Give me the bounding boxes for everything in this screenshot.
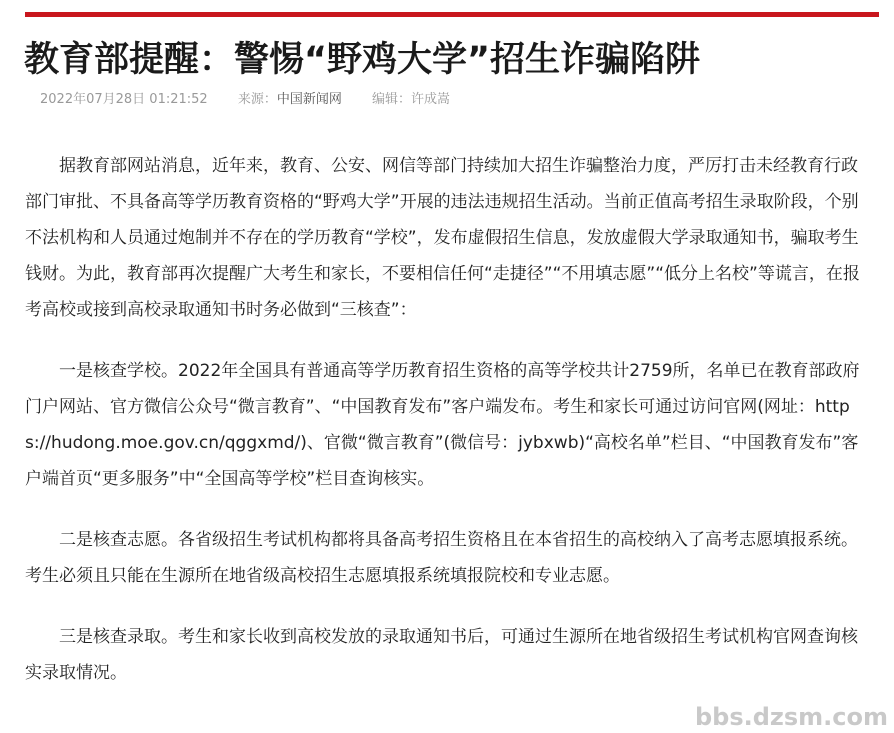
publish-date: 2022年07月28日 01:21:52 [40, 92, 208, 107]
paragraph-intro: 据教育部网站消息，近年来，教育、公安、网信等部门持续加大招生诈骗整治力度，严厉打击未经教育行政部门审批、不具备高等学历教育资格的“野鸡大学”开展的违法违规招生活动。当前正值高考招生录取阶段，个别不法机构和人员通过炮制并不存在的学历教育“学校”，发布虚假招生信息，发放虚假大学录取通知书，骗取考生钱财。为此，教育部再次提醒广大考生和家长，不要相信任何“走捷径”“不用填志愿”“低分上名校”等谎言，在报考高校或接到高校录取通知书时务必做到“三核查”： [25, 156, 860, 320]
article-source [238, 92, 342, 107]
paragraph-check-admission: 三是核查录取。考生和家长收到高校发放的录取通知书后，可通过生源所在地省级招生考试机构官网查询核实录取情况。 [25, 627, 858, 683]
article-title: 教育部提醒：警惕“野鸡大学”招生诈骗陷阱 [24, 40, 701, 80]
source-link[interactable]: 中国新闻网 [276, 92, 342, 107]
site-watermark: bbs.dzsm.com [694, 703, 888, 731]
paragraph-check-school: 一是核查学校。2022年全国具有普通高等学历教育招生资格的高等学校共计2759所，名单已在教育部政府门户网站、官方微信公众号“微言教育”、“中国教育发布”客户端发布。考生和家长可通过访问官网(网址：https://hudong.moe.gov.cn/qggxmd/)、官微“微言教育”(微信号：jybxwb)“高校名单”栏目、“中国教育发布”客户端首页“更多服务”中“全国高等学校”栏目查询核实。 [25, 361, 860, 489]
source-label: 来源： [237, 92, 277, 107]
article-body [25, 148, 871, 716]
article-meta [40, 91, 476, 109]
header-accent-bar [25, 12, 879, 17]
paragraph-check-application: 二是核查志愿。各省级招生考试机构都将具备高考招生资格且在本省招生的高校纳入了高考志愿填报系统。考生必须且只能在生源所在地省级高校招生志愿填报系统填报院校和专业志愿。 [25, 530, 858, 586]
article-editor: 编辑：许成嵩 [372, 92, 451, 107]
